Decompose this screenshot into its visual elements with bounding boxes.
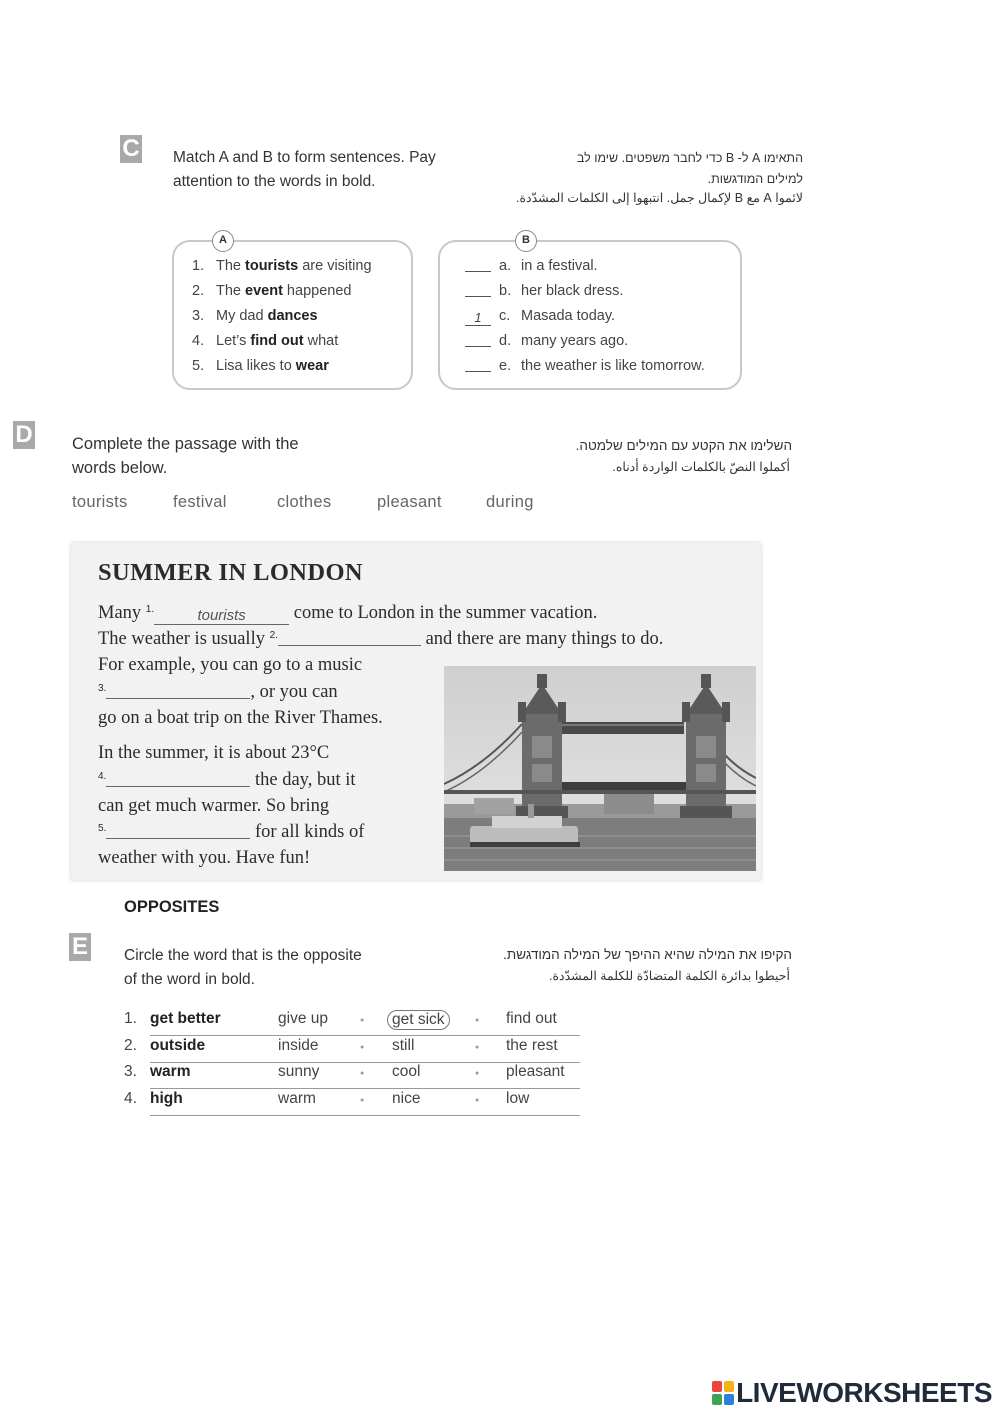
section-e-instruction: Circle the word that is the opposite of the word in bold. [124, 947, 362, 988]
section-e-hebrew: הקיפו את המילה שהיא ההיפך של המילה המודגשת. [503, 947, 792, 962]
item-number: 1. [192, 258, 205, 274]
item-text: her black dress. [521, 283, 624, 299]
item-letter: a. [499, 258, 512, 274]
passage-line: $^{4.}$ the day, but it [98, 770, 356, 790]
separator-dot-icon: ● [475, 1096, 480, 1104]
section-d-instruction: Complete the passage with the words below. [72, 435, 299, 477]
item-bold-word: wear [295, 358, 329, 374]
row-number: 2. [124, 1036, 137, 1054]
column-a-item [192, 283, 351, 299]
word-bank-item: festival [173, 493, 227, 511]
column-a-item [192, 258, 372, 274]
column-a-item [192, 333, 338, 349]
separator-dot-icon: ● [475, 1070, 480, 1077]
item-text: in a festival. [521, 258, 598, 274]
item-text: The [216, 258, 246, 274]
blank-1-input[interactable]: tourists [154, 609, 289, 625]
item-letter: c. [499, 308, 511, 324]
match-answer-input[interactable]: 1 [465, 312, 491, 326]
bold-word: high [150, 1089, 183, 1107]
column-a-item [192, 308, 318, 324]
separator-dot-icon: ● [360, 1017, 365, 1024]
section-e-letter: E [69, 933, 91, 961]
word-bank-item: tourists [72, 493, 128, 511]
section-d-hebrew: השלימו את הקטע עם המילים שלמטה. [575, 438, 792, 453]
item-text: Masada today. [521, 308, 616, 324]
passage-title: SUMMER IN LONDON [98, 559, 364, 586]
item-text: happened [282, 283, 352, 299]
match-answer-input[interactable] [465, 258, 491, 272]
word-bank-item: pleasant [377, 493, 442, 511]
item-bold-word: event [245, 283, 283, 299]
option-3[interactable]: low [506, 1089, 530, 1107]
column-b-label: B [515, 230, 537, 252]
item-bold-word: find out [250, 333, 304, 349]
passage-line: $^{3.}$ , or you can [98, 682, 338, 702]
liveworksheets-logo [712, 1377, 992, 1409]
match-answer-input[interactable] [465, 358, 491, 372]
passage-box [71, 543, 761, 880]
blank-4-input[interactable] [106, 771, 250, 787]
section-c-arabic: لائموا A مع B لإكمال جمل. انتبهوا إلى الكلمات المشدّدة. [516, 191, 803, 205]
word-bank-item: clothes [277, 493, 332, 511]
bold-word: get better [150, 1010, 221, 1027]
option-2[interactable]: get sick [387, 1010, 450, 1030]
option-1[interactable]: give up [278, 1010, 328, 1027]
item-letter: b. [499, 283, 512, 299]
row-number: 1. [124, 1010, 137, 1027]
row-number: 4. [124, 1089, 137, 1107]
option-2[interactable]: cool [392, 1063, 421, 1080]
item-number: 3. [192, 308, 205, 324]
item-bold-word: tourists [245, 258, 299, 274]
option-2[interactable]: still [392, 1036, 415, 1054]
word-bank-item: during [486, 493, 534, 511]
passage-line: In the summer, it is about 23°C [98, 743, 330, 763]
section-e-arabic: أحيطوا بدائرة الكلمة المتضادّة للكلمة المشدّدة. [549, 969, 790, 983]
tower-bridge-photo [444, 666, 756, 871]
item-text: many years ago. [521, 333, 629, 349]
item-letter: e. [499, 358, 512, 374]
bold-word: outside [150, 1036, 206, 1054]
item-number: 4. [192, 333, 205, 349]
passage-line: can get much warmer. So bring [98, 796, 330, 816]
logo-mark-icon [712, 1381, 734, 1405]
separator-dot-icon: ● [360, 1096, 365, 1104]
separator-dot-icon: ● [360, 1043, 365, 1051]
item-text: what [303, 333, 339, 349]
logo-text: LIVEWORKSHEETS [736, 1377, 992, 1408]
tower-bridge-illustration [444, 666, 756, 871]
row-underline [150, 1115, 580, 1116]
section-d-letter: D [13, 421, 35, 449]
opposites-row [124, 1037, 580, 1061]
passage-line: weather with you. Have fun! [98, 848, 311, 868]
column-b-item [465, 308, 615, 326]
passage-line: The weather is usually $^{2.}$ and there are many things to do. [98, 629, 664, 649]
match-answer-input[interactable] [465, 283, 491, 297]
item-text: the weather is like tomorrow. [521, 358, 705, 374]
bold-word: warm [150, 1063, 191, 1080]
item-bold-word: dances [267, 308, 318, 324]
separator-dot-icon: ● [475, 1017, 480, 1024]
item-letter: d. [499, 333, 512, 349]
section-c-letter: C [120, 135, 142, 163]
item-text: My dad [216, 308, 268, 324]
opposites-row [124, 1063, 580, 1087]
option-1[interactable]: inside [278, 1036, 319, 1054]
row-number: 3. [124, 1063, 137, 1080]
item-text: The [216, 283, 246, 299]
item-number: 5. [192, 358, 205, 374]
section-c-instruction: Match A and B to form sentences. Pay attention to the words in bold. [173, 149, 436, 190]
blank-3-input[interactable] [106, 683, 250, 699]
option-1[interactable]: warm [278, 1089, 316, 1107]
item-text: Let’s [216, 333, 251, 349]
item-text: are visiting [298, 258, 372, 274]
opposites-row [124, 1090, 580, 1114]
match-answer-input[interactable] [465, 333, 491, 347]
option-3[interactable]: the rest [506, 1036, 558, 1054]
item-text: Lisa likes to [216, 358, 296, 374]
column-b-item [465, 333, 628, 349]
blank-5-input[interactable] [106, 823, 250, 839]
passage-line: For example, you can go to a music [98, 655, 363, 675]
column-a-label: A [212, 230, 234, 252]
opposites-heading: OPPOSITES [124, 898, 220, 916]
option-3[interactable]: find out [506, 1010, 557, 1027]
column-b-item [465, 358, 705, 374]
option-3[interactable]: pleasant [506, 1063, 565, 1080]
option-1[interactable]: sunny [278, 1063, 320, 1080]
separator-dot-icon: ● [360, 1070, 365, 1077]
option-2[interactable]: nice [392, 1089, 421, 1107]
blank-2-input[interactable] [278, 630, 421, 646]
section-d-arabic: أكملوا النصّ بالكلمات الواردة أدناه. [612, 460, 790, 474]
passage-line: Many $^{1.}$ tourists come to London in the summer vacation. [98, 603, 598, 624]
section-c-hebrew: התאימו A ל- B כדי לחבר משפטים. שימו לב למילים המודגשות. [576, 151, 803, 186]
column-b-item [465, 283, 623, 299]
column-a-item [192, 358, 329, 374]
opposites-row [124, 1010, 580, 1034]
passage-line: $^{5.}$ for all kinds of [98, 822, 365, 842]
passage-line: go on a boat trip on the River Thames. [98, 708, 383, 728]
separator-dot-icon: ● [475, 1043, 480, 1051]
column-b-item [465, 258, 598, 274]
item-number: 2. [192, 283, 205, 299]
